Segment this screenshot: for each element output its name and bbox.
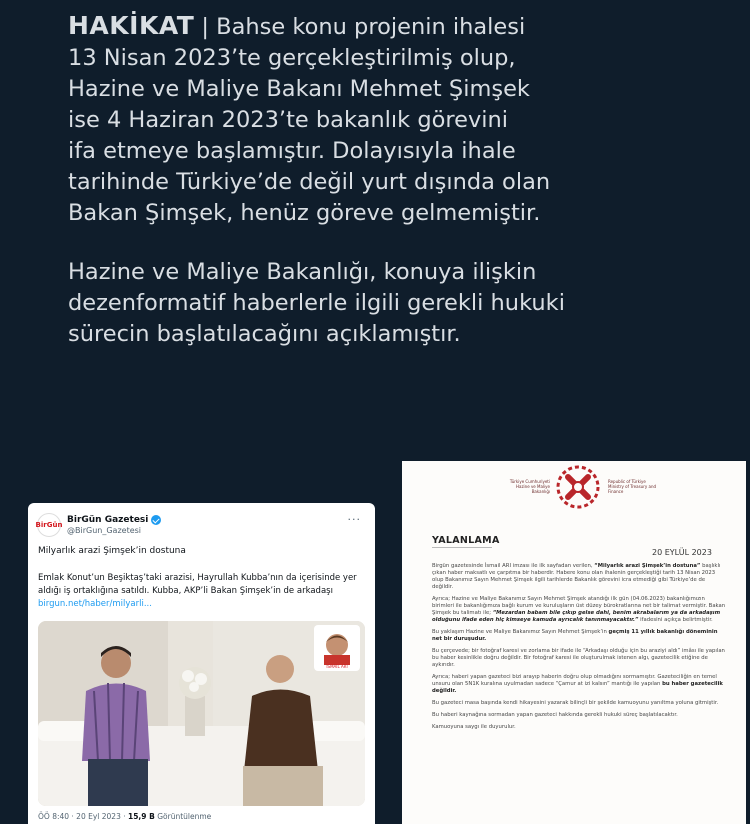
second-paragraph <box>68 257 708 350</box>
tweet-link[interactable]: birgun.net/haber/milyarli... <box>38 599 152 609</box>
p2-text-quote: “Mezardan babam bile çıkıp gelse dahi, benim akrabalarım ya da arkadaşım olduğunu ifade eden hiç kimseye kamuda ayrıcalık tanınmayacaktır.” <box>432 610 721 623</box>
institution-tr-line-1: Türkiye Cumhuriyeti <box>509 479 550 484</box>
headline-paragraph <box>68 10 708 229</box>
ministry-logo-icon <box>554 463 602 511</box>
headline-line-4: ise 4 Haziran 2023’te bakanlık görevini <box>68 107 509 133</box>
p1-text-c: başlıklı çıkan haber maksatlı ve çarpıtma bir haberdir. Habere konu olan ihalenin gerçekleştiği tarih 13 Nisan 2023 olup Bakanımız Sayın Mehmet Şimşek ilgili tarihlerde Bakanlık görevini icra etmediği gibi Türkiye’de de değildir. <box>432 563 721 590</box>
doc-paragraph-7: Bu haberi kaynağına sormadan yapan gazeteci hakkında gerekli hukuki süreç başlatılacaktır. <box>432 712 678 718</box>
para2-line-2: dezenformatif haberlerle ilgili gerekli hukuki <box>68 290 565 316</box>
title-divider <box>432 547 492 548</box>
p5-text-a: Ayrıca; haberi yapan gazeteci bizi arayıp haberin doğru olup olmadığını sormamıştır. Gazeteciliğin en temel unsuru olan 5N1K kuralına uyulmadan sadece “Çamur at izi kalsın” mantığı ile yapılan <box>432 674 717 687</box>
doc-paragraph-8: Kamuoyuna saygı ile duyurulur. <box>432 724 516 730</box>
tweet-author-name[interactable] <box>67 515 161 525</box>
tweet-text-headline: Milyarlık arazi Şimşek’in dostuna <box>38 546 186 556</box>
institution-en-line-1: Republic of Türkiye <box>608 479 646 484</box>
tweet-body-text: Emlak Konut’un Beşiktaş’taki arazisi, Hayrullah Kubba’nın da içerisinde yer aldığı iş ortaklığına satıldı. Kubba, AKP’li Bakan Şimşek’in de arkadaşı <box>38 573 357 596</box>
tweet-header <box>37 513 161 537</box>
tweet-views-label: Görüntülenme <box>154 812 212 821</box>
document-title: YALANLAMA <box>432 535 500 546</box>
headline-line-6: tarihinde Türkiye’de değil yurt dışında olan <box>68 169 551 195</box>
institution-name-tr <box>498 479 550 494</box>
p3-text-a: Bu yaklaşım Hazine ve Maliye Bakanımız Sayın Mehmet Şimşek’in <box>432 629 609 635</box>
p3-text-bold: geçmiş 11 yıllık bakanlığı döneminin net bir duruşudur. <box>432 629 718 642</box>
doc-paragraph-4: Bu çerçevede; bir fotoğraf karesi ve zorlama bir ifade ile “Arkadaşı olduğu için bu araziyi aldı” imâsı ile yapılan bu haber kesinlikle doğru değildir. Bir fotoğraf karesi ile oluşturulmak istenen algı, gazetecilik etiğine de aykırıdır. <box>432 648 725 668</box>
tweet-views-count: 15,9 B <box>128 812 155 821</box>
p5-text-bold: bu haber gazetecilik değildir. <box>432 681 723 694</box>
headline-lead: HAKİKAT <box>68 11 195 40</box>
document-date: 20 EYLÜL 2023 <box>652 548 712 557</box>
institution-tr-line-2: Hazine ve Maliye Bakanlığı <box>516 484 550 494</box>
more-options-icon[interactable]: ··· <box>347 513 361 526</box>
denial-document <box>402 461 746 824</box>
doc-paragraph-5 <box>432 674 726 695</box>
photo-illustration <box>38 621 365 806</box>
tweet-author-handle[interactable]: @BirGun_Gazetesi <box>67 526 142 535</box>
tweet-card <box>28 503 375 824</box>
headline-line-2: 13 Nisan 2023’te gerçekleştirilmiş olup, <box>68 45 516 71</box>
headline-separator: | <box>194 14 217 40</box>
headline-line-7: Bakan Şimşek, henüz göreve gelmemiştir. <box>68 200 541 226</box>
author-name-text: BirGün Gazetesi <box>67 515 149 525</box>
p2-text-a: Ayrıca; Hazine ve Maliye Bakanımız Sayın Mehmet Şimşek atandığı ilk gün (04.06.2023) bakanlığımızın birimleri ile bakanlığımıza bağlı kurum ve kuruluşların üst düzey bürokratlarına net bir talimat vermiştir. Bakan Şimşek bu talimatı ile; <box>432 596 726 616</box>
para2-line-1: Hazine ve Maliye Bakanlığı, konuya ilişkin <box>68 259 537 285</box>
headline-line-3: Hazine ve Maliye Bakanı Mehmet Şimşek <box>68 76 530 102</box>
avatar[interactable]: BirGün <box>37 513 61 537</box>
doc-paragraph-6: Bu gazeteci masa başında kendi hikayesini yazarak bilinçli bir şekilde kamuoyunu yanıltma yoluna gitmiştir. <box>432 700 719 706</box>
doc-paragraph-3 <box>432 629 726 643</box>
para2-line-3: sürecin başlatılacağını açıklamıştır. <box>68 321 461 347</box>
inset-label: İSMAİL ARI <box>326 664 348 669</box>
p1-text-bold: “Milyarlık arazi Şimşek’in dostuna” <box>594 563 701 569</box>
institution-name-en <box>608 479 668 494</box>
p1-text-a: Birgün gazetesinde İsmail ARI imzası ile ilk sayfadan verilen, <box>432 563 595 569</box>
tweet-timestamp[interactable]: ÖÖ 8:40 · 20 Eyl 2023 · <box>38 812 128 821</box>
tweet-photo[interactable] <box>38 621 365 806</box>
doc-paragraph-2 <box>432 596 726 624</box>
p2-text-c: ifadesini açıkça belirtmiştir. <box>638 617 713 623</box>
institution-en-line-2: Ministry of Treasury and Finance <box>608 484 657 494</box>
headline-line-5: ifa etmeye başlamıştır. Dolayısıyla ihale <box>68 138 516 164</box>
tweet-text-body <box>38 572 368 611</box>
headline-line-1: Bahse konu projenin ihalesi <box>216 14 526 40</box>
verified-badge-icon <box>151 515 161 525</box>
doc-paragraph-1 <box>432 563 726 591</box>
tweet-footer <box>38 812 211 821</box>
document-body <box>432 563 726 736</box>
